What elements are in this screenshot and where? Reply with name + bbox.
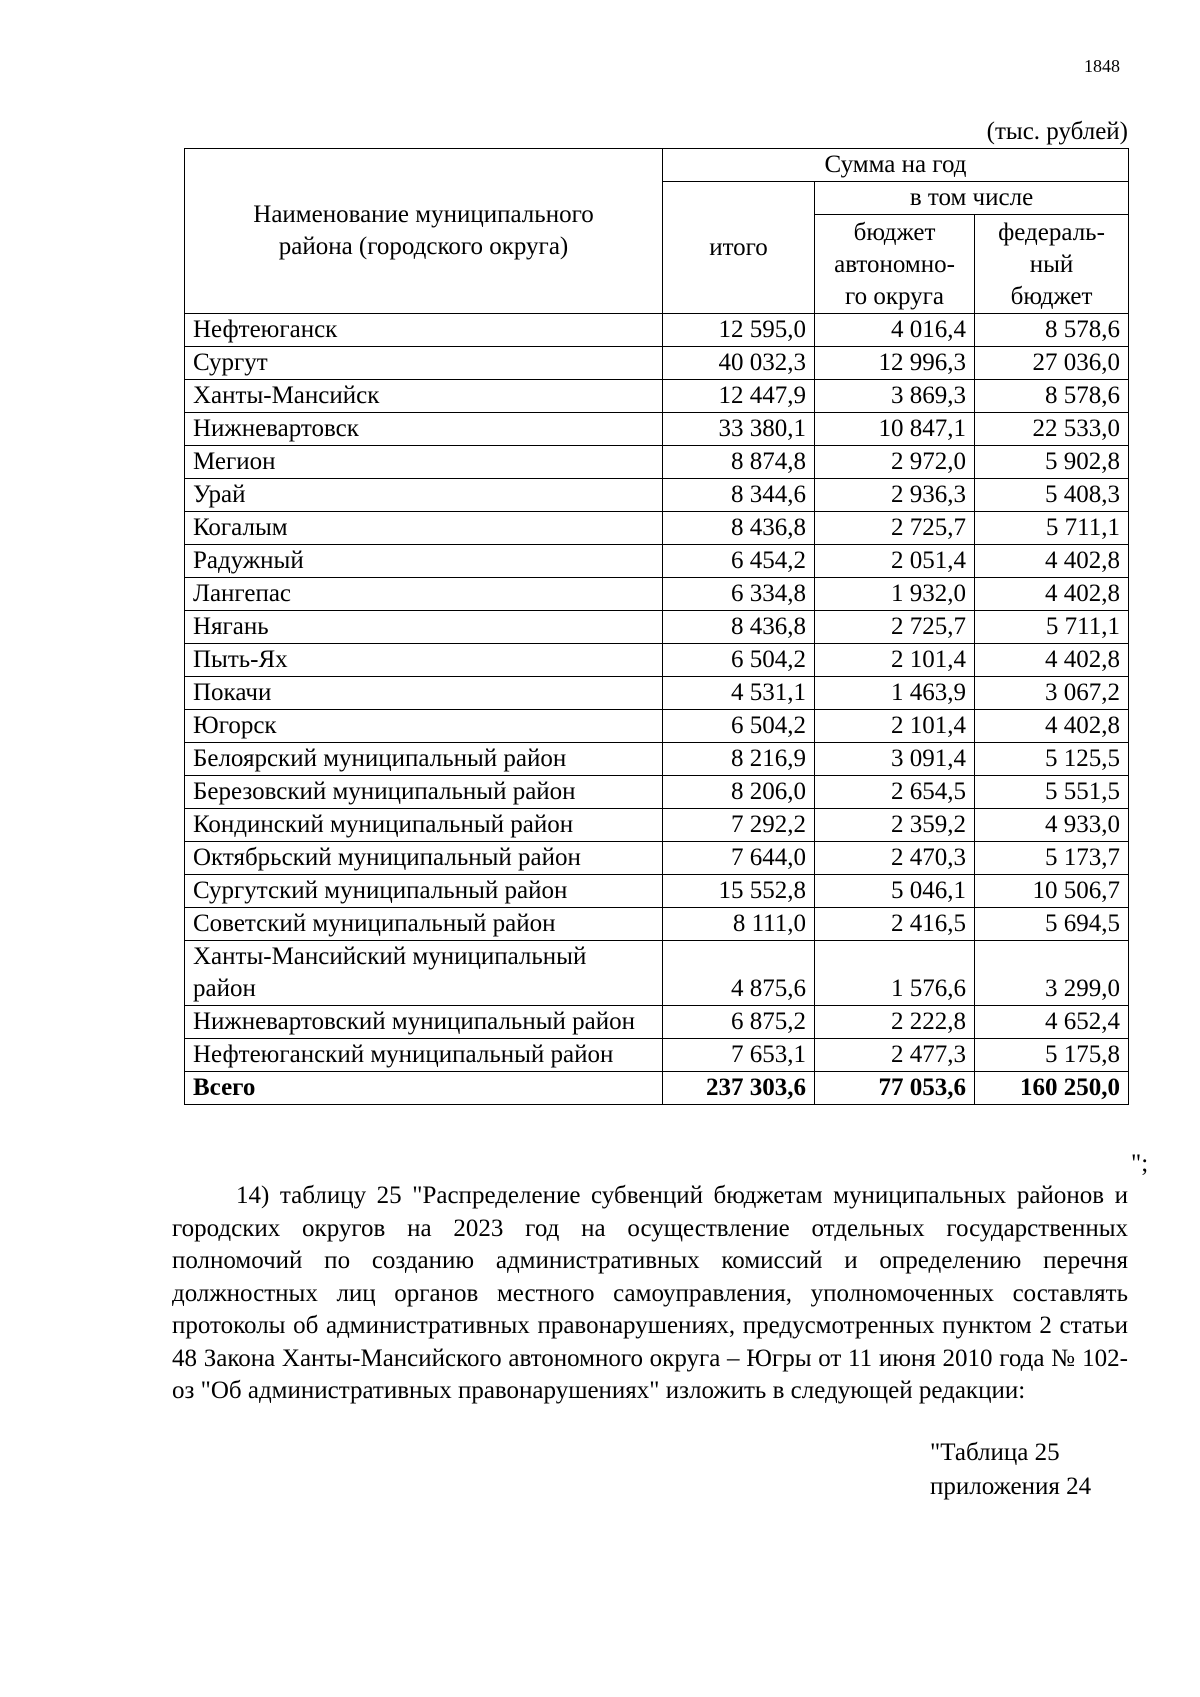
- row-total: 6 504,2: [663, 644, 815, 677]
- row-okrug: 2 725,7: [815, 611, 975, 644]
- row-okrug: 2 359,2: [815, 809, 975, 842]
- row-name: Покачи: [185, 677, 663, 710]
- row-okrug: 12 996,3: [815, 347, 975, 380]
- table-row: [185, 512, 1129, 545]
- row-federal: 4 402,8: [975, 644, 1129, 677]
- page-number: 1848: [1084, 56, 1120, 76]
- row-name: Кондинский муниципальный район: [185, 809, 663, 842]
- row-okrug: 10 847,1: [815, 413, 975, 446]
- row-name: Мегион: [185, 446, 663, 479]
- row-total: 12 595,0: [663, 314, 815, 347]
- row-okrug: 1 576,6: [815, 941, 975, 1006]
- table-row: [185, 743, 1129, 776]
- row-federal: 5 902,8: [975, 446, 1129, 479]
- row-total: 8 206,0: [663, 776, 815, 809]
- row-total: 40 032,3: [663, 347, 815, 380]
- row-okrug: 2 470,3: [815, 842, 975, 875]
- row-federal: 4 402,8: [975, 578, 1129, 611]
- header-total: итого: [663, 182, 815, 314]
- row-total: 33 380,1: [663, 413, 815, 446]
- table-row: [185, 578, 1129, 611]
- row-federal: 10 506,7: [975, 875, 1129, 908]
- row-name: Нефтеюганск: [185, 314, 663, 347]
- row-federal: 5 173,7: [975, 842, 1129, 875]
- row-okrug: 2 936,3: [815, 479, 975, 512]
- row-okrug: 3 869,3: [815, 380, 975, 413]
- table-row: [185, 545, 1129, 578]
- row-okrug: 1 463,9: [815, 677, 975, 710]
- row-total: 7 644,0: [663, 842, 815, 875]
- amendment-paragraph: [172, 1180, 1128, 1408]
- row-name: Нижневартовск: [185, 413, 663, 446]
- row-total: 8 111,0: [663, 908, 815, 941]
- header-federal-budget: федераль-ный бюджет: [975, 215, 1129, 314]
- row-okrug: 1 932,0: [815, 578, 975, 611]
- row-federal: 4 402,8: [975, 545, 1129, 578]
- row-name: Лангепас: [185, 578, 663, 611]
- row-okrug: 5 046,1: [815, 875, 975, 908]
- row-federal: 4 652,4: [975, 1006, 1129, 1039]
- table-row: [185, 842, 1129, 875]
- row-federal: 27 036,0: [975, 347, 1129, 380]
- row-okrug: 2 725,7: [815, 512, 975, 545]
- row-federal: 3 299,0: [975, 941, 1129, 1006]
- row-name: Ханты-Мансийск: [185, 380, 663, 413]
- table-row: [185, 1006, 1129, 1039]
- caption-line-1: "Таблица 25: [930, 1439, 1060, 1466]
- row-total: 4 531,1: [663, 677, 815, 710]
- row-total: 8 344,6: [663, 479, 815, 512]
- table-row: [185, 644, 1129, 677]
- row-total: 4 875,6: [663, 941, 815, 1006]
- row-okrug: 2 051,4: [815, 545, 975, 578]
- table-row: [185, 380, 1129, 413]
- row-total: 6 334,8: [663, 578, 815, 611]
- row-total: 8 436,8: [663, 512, 815, 545]
- row-federal: 8 578,6: [975, 380, 1129, 413]
- row-name: Советский муниципальный район: [185, 908, 663, 941]
- header-name: Наименование муниципального района (городского округа): [185, 149, 663, 314]
- total-row: [185, 1072, 1129, 1105]
- table-row: [185, 677, 1129, 710]
- row-name: Нефтеюганский муниципальный район: [185, 1039, 663, 1072]
- table-row: [185, 611, 1129, 644]
- row-total: 15 552,8: [663, 875, 815, 908]
- row-federal: 5 711,1: [975, 611, 1129, 644]
- row-federal: 3 067,2: [975, 677, 1129, 710]
- row-total: 8 874,8: [663, 446, 815, 479]
- row-name: Радужный: [185, 545, 663, 578]
- caption-line-2: приложения 24: [930, 1473, 1092, 1500]
- row-total: 8 216,9: [663, 743, 815, 776]
- header-including: в том числе: [815, 182, 1129, 215]
- table-row: [185, 710, 1129, 743]
- row-name: Сургутский муниципальный район: [185, 875, 663, 908]
- total-sum: 237 303,6: [663, 1072, 815, 1105]
- row-okrug: 4 016,4: [815, 314, 975, 347]
- table-row: [185, 479, 1129, 512]
- table-row: [185, 809, 1129, 842]
- row-federal: 22 533,0: [975, 413, 1129, 446]
- row-name: Белоярский муниципальный район: [185, 743, 663, 776]
- row-total: 6 875,2: [663, 1006, 815, 1039]
- row-name: Когалым: [185, 512, 663, 545]
- row-name: Нижневартовский муниципальный район: [185, 1006, 663, 1039]
- row-federal: 5 694,5: [975, 908, 1129, 941]
- total-federal: 160 250,0: [975, 1072, 1129, 1105]
- table-row: [185, 446, 1129, 479]
- table-row: [185, 1039, 1129, 1072]
- row-name: Октябрьский муниципальный район: [185, 842, 663, 875]
- header-okrug-budget: бюджет автономно-го округа: [815, 215, 975, 314]
- row-federal: 5 551,5: [975, 776, 1129, 809]
- subsidy-table: [184, 148, 1129, 1105]
- total-label: Всего: [185, 1072, 663, 1105]
- row-name: Березовский муниципальный район: [185, 776, 663, 809]
- row-federal: 4 402,8: [975, 710, 1129, 743]
- row-federal: 5 175,8: [975, 1039, 1129, 1072]
- paragraph-text: 14) таблицу 25 "Распределение субвенций бюджетам муниципальных районов и городских округов на 2023 год на осуществление отдельных государственных полномочий по созданию административных комиссий и определению перечня должностных лиц органов местного самоуправления, уполномоченных составлять протоколы об административных правонарушениях, предусмотренных пунктом 2 статьи 48 Закона Ханты-Мансийского автономного округа – Югры от 11 июня 2010 года № 102-оз "Об административных правонарушениях" изложить в следующей редакции:: [172, 1182, 1128, 1404]
- row-okrug: 2 101,4: [815, 644, 975, 677]
- row-okrug: 2 222,8: [815, 1006, 975, 1039]
- row-okrug: 3 091,4: [815, 743, 975, 776]
- row-okrug: 2 654,5: [815, 776, 975, 809]
- row-okrug: 2 101,4: [815, 710, 975, 743]
- table-row: [185, 941, 1129, 1006]
- row-total: 7 653,1: [663, 1039, 815, 1072]
- table-row: [185, 908, 1129, 941]
- row-okrug: 2 477,3: [815, 1039, 975, 1072]
- table-row: [185, 776, 1129, 809]
- closing-quote-mark: ";: [1131, 1150, 1149, 1177]
- row-federal: 8 578,6: [975, 314, 1129, 347]
- row-name: Пыть-Ях: [185, 644, 663, 677]
- row-total: 6 454,2: [663, 545, 815, 578]
- row-federal: 5 125,5: [975, 743, 1129, 776]
- table-row: [185, 314, 1129, 347]
- table-row: [185, 413, 1129, 446]
- table-body: [185, 314, 1129, 1072]
- row-name: Ханты-Мансийский муниципальный район: [185, 941, 663, 1006]
- table-caption: [930, 1436, 1130, 1504]
- table-row: [185, 875, 1129, 908]
- row-name: Сургут: [185, 347, 663, 380]
- row-name: Югорск: [185, 710, 663, 743]
- row-federal: 5 711,1: [975, 512, 1129, 545]
- row-okrug: 2 972,0: [815, 446, 975, 479]
- units-label: (тыс. рублей): [986, 118, 1128, 145]
- row-name: Урай: [185, 479, 663, 512]
- row-name: Нягань: [185, 611, 663, 644]
- table-row: [185, 347, 1129, 380]
- row-federal: 4 933,0: [975, 809, 1129, 842]
- row-total: 8 436,8: [663, 611, 815, 644]
- total-okrug: 77 053,6: [815, 1072, 975, 1105]
- row-okrug: 2 416,5: [815, 908, 975, 941]
- header-sum-per-year: Сумма на год: [663, 149, 1129, 182]
- row-federal: 5 408,3: [975, 479, 1129, 512]
- row-total: 7 292,2: [663, 809, 815, 842]
- row-total: 12 447,9: [663, 380, 815, 413]
- row-total: 6 504,2: [663, 710, 815, 743]
